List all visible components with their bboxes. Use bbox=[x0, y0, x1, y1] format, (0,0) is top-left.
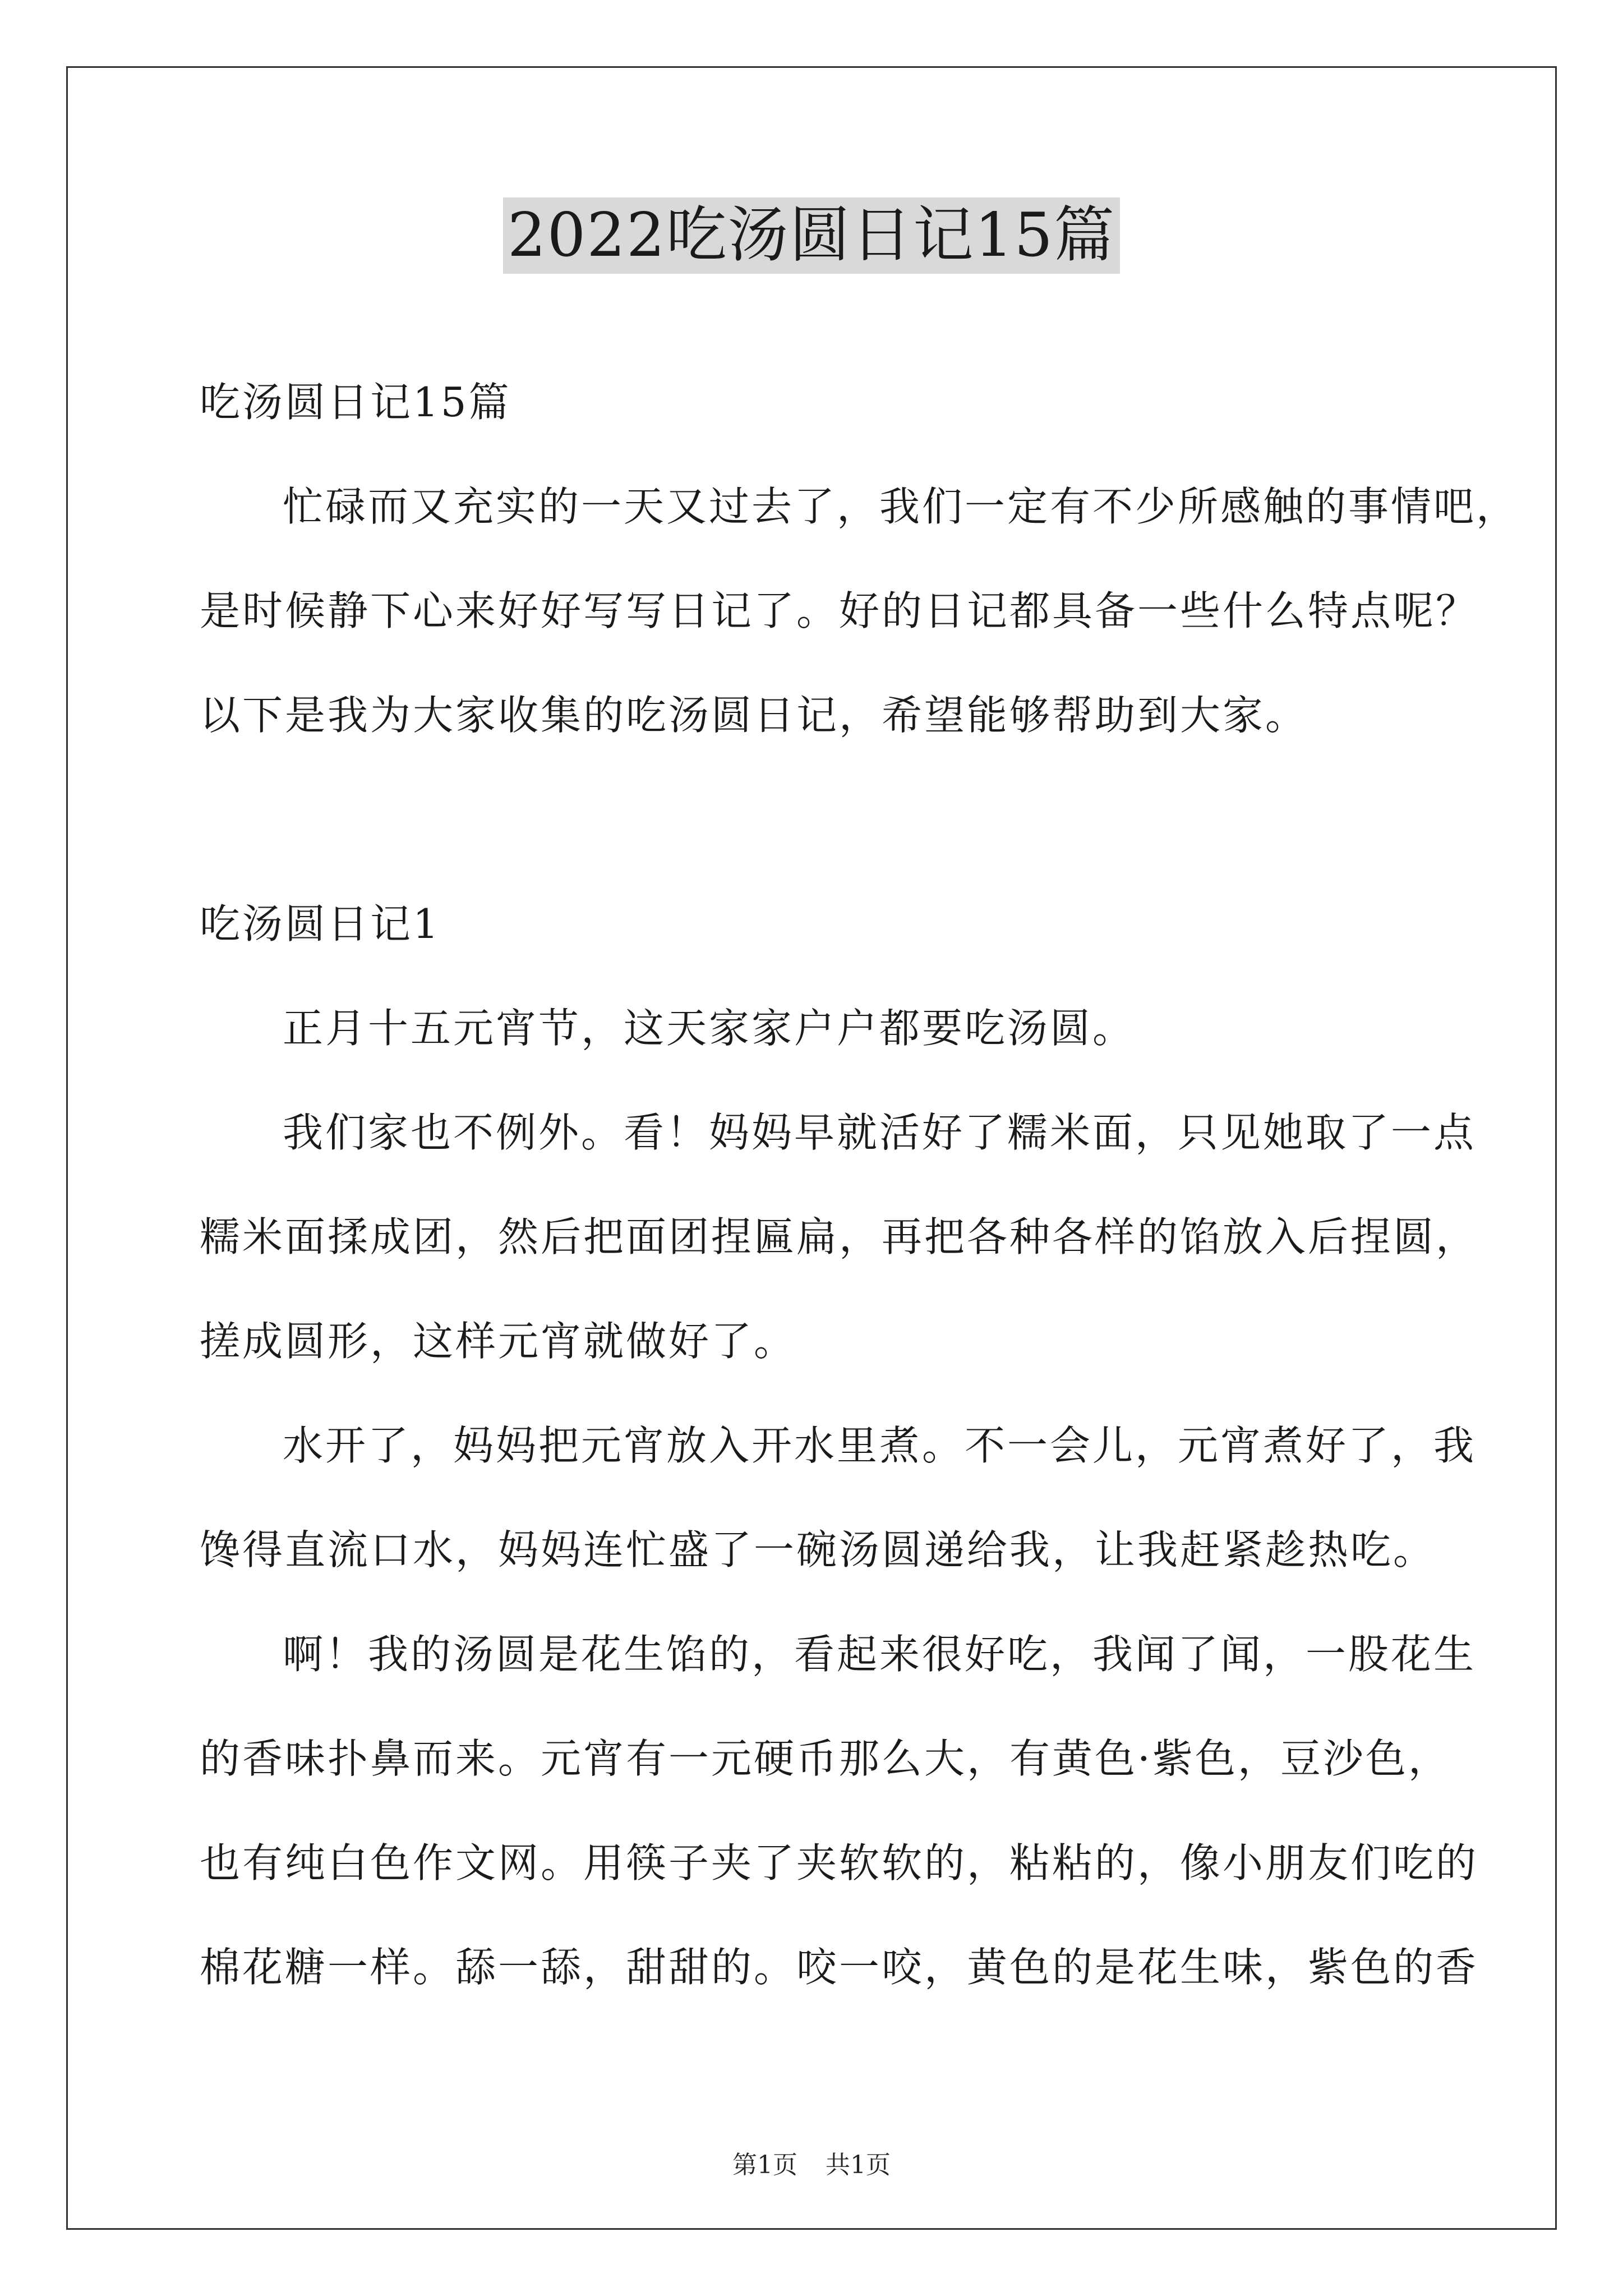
body-line: 水开了，妈妈把元宵放入开水里煮。不一会儿，元宵煮好了，我 bbox=[283, 1422, 1477, 1469]
body-line: 棉花糖一样。舔一舔，甜甜的。咬一咬，黄色的是花生味，紫色的香 bbox=[200, 1944, 1479, 1991]
body-line: 馋得直流口水，妈妈连忙盛了一碗汤圆递给我，让我赶紧趁热吃。 bbox=[200, 1526, 1436, 1573]
intro-line: 是时候静下心来好好写写日记了。好的日记都具备一些什么特点呢？ bbox=[200, 587, 1479, 634]
body-line: 糯米面揉成团，然后把面团捏匾扁，再把各种各样的馅放入后捏圆， bbox=[200, 1213, 1479, 1260]
document-title-container bbox=[0, 197, 1623, 274]
page-number: 第1页 bbox=[732, 2151, 797, 2179]
body-line: 正月十五元宵节，这天家家户户都要吃汤圆。 bbox=[283, 1005, 1136, 1052]
paragraph-spacer bbox=[200, 767, 1433, 872]
document-subtitle: 吃汤圆日记15篇 bbox=[200, 379, 511, 426]
section-heading: 吃汤圆日记1 bbox=[200, 900, 441, 947]
body-line: 我们家也不例外。看！妈妈早就活好了糯米面，只见她取了一点 bbox=[283, 1109, 1477, 1156]
body-line: 的香味扑鼻而来。元宵有一元硬币那么大，有黄色·紫色，豆沙色， bbox=[200, 1735, 1451, 1782]
intro-line: 忙碌而又充实的一天又过去了，我们一定有不少所感触的事情吧， bbox=[283, 483, 1519, 530]
body-line: 搓成圆形，这样元宵就做好了。 bbox=[200, 1318, 797, 1365]
page-total: 共1页 bbox=[826, 2151, 891, 2179]
intro-line: 以下是我为大家收集的吃汤圆日记，希望能够帮助到大家。 bbox=[200, 692, 1308, 739]
body-line: 也有纯白色作文网。用筷子夹了夹软软的，粘粘的，像小朋友们吃的 bbox=[200, 1839, 1479, 1887]
page-footer bbox=[0, 2145, 1623, 2180]
body-line: 啊！我的汤圆是花生馅的，看起来很好吃，我闻了闻，一股花生 bbox=[283, 1631, 1477, 1678]
document-body bbox=[200, 350, 1519, 2019]
document-title: 2022吃汤圆日记15篇 bbox=[503, 197, 1120, 274]
